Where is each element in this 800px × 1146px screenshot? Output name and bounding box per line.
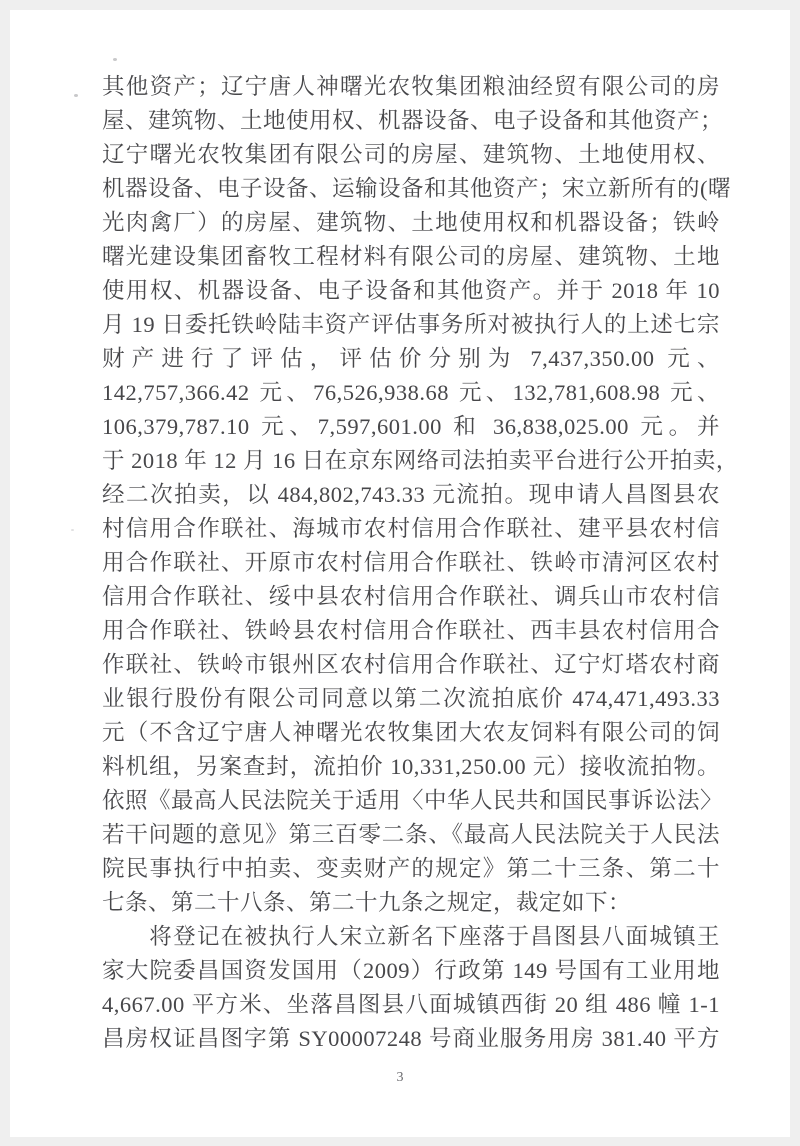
text-line: 依照《最高人民法院关于适用〈中华人民共和国民事诉讼法〉 [102,788,724,813]
document-paper [10,10,790,1137]
document-body-text [102,70,739,1056]
text-line: 曙光建设集团畜牧工程材料有限公司的房屋、建筑物、土地 [102,244,720,269]
scan-speck [113,58,117,61]
text-line: 家大院委昌国资发国用（2009）行政第 149 号国有工业用地 [102,958,720,983]
text-line: 若干问题的意见》第三百零二条、《最高人民法院关于人民法 [102,822,720,847]
text-line: 经二次拍卖，以 484,802,743.33 元流拍。现申请人昌图县农 [102,482,720,507]
text-line: 院民事执行中拍卖、变卖财产的规定》第二十三条、第二十 [102,856,720,881]
text-line: 4,667.00 平方米、坐落昌图县八面城镇西街 20 组 486 幢 1-1 [102,992,720,1017]
text-line: 村信用合作联社、海城市农村信用合作联社、建平县农村信 [102,516,720,541]
page-number: 3 [396,1070,404,1085]
text-line: 用合作联社、铁岭县农村信用合作联社、西丰县农村信用合 [102,618,720,643]
scan-speck [71,529,74,531]
text-line: 辽宁曙光农牧集团有限公司的房屋、建筑物、土地使用权、 [102,142,720,167]
text-line: 七条、第二十八条、第二十九条之规定，裁定如下： [102,890,632,915]
text-line: 元（不含辽宁唐人神曙光农牧集团大农友饲料有限公司的饲 [102,720,720,745]
text-line: 昌房权证昌图字第 SY00007248 号商业服务用房 381.40 平方 [102,1026,720,1051]
text-line: 料机组，另案查封，流拍价 10,331,250.00 元）接收流拍物。 [102,754,720,779]
text-line: 其他资产；辽宁唐人神曙光农牧集团粮油经贸有限公司的房 [102,74,720,99]
text-line: 使用权、机器设备、电子设备和其他资产。并于 2018 年 10 [102,278,720,303]
text-line: 用合作联社、开原市农村信用合作联社、铁岭市清河区农村 [102,550,720,575]
scan-speck [74,94,78,97]
text-line: 信用合作联社、绥中县农村信用合作联社、调兵山市农村信 [102,584,720,609]
text-line: 光肉禽厂）的房屋、建筑物、土地使用权和机器设备；铁岭 [102,210,720,235]
text-line: 106,379,787.10 元、7,597,601.00 和 36,838,025.00 元。并 [102,414,720,439]
text-line: 屋、建筑物、土地使用权、机器设备、电子设备和其他资产； [102,108,724,133]
text-line: 142,757,366.42 元、76,526,938.68 元、132,781,608.98 元、 [102,380,720,405]
text-line-paragraph-start: 将登记在被执行人宋立新名下座落于昌图县八面城镇王 [149,924,720,949]
text-line: 业银行股份有限公司同意以第二次流拍底价 474,471,493.33 [102,686,720,711]
text-line: 财产进行了评估，评估价分别为 7,437,350.00 元、 [102,346,720,371]
text-line: 于 2018 年 12 月 16 日在京东网络司法拍卖平台进行公开拍卖， [102,448,739,473]
text-line: 月 19 日委托铁岭陆丰资产评估事务所对被执行人的上述七宗 [102,312,720,337]
text-line: 作联社、铁岭市银州区农村信用合作联社、辽宁灯塔农村商 [102,652,720,677]
text-line: 机器设备、电子设备、运输设备和其他资产；宋立新所有的(曙 [102,176,731,201]
